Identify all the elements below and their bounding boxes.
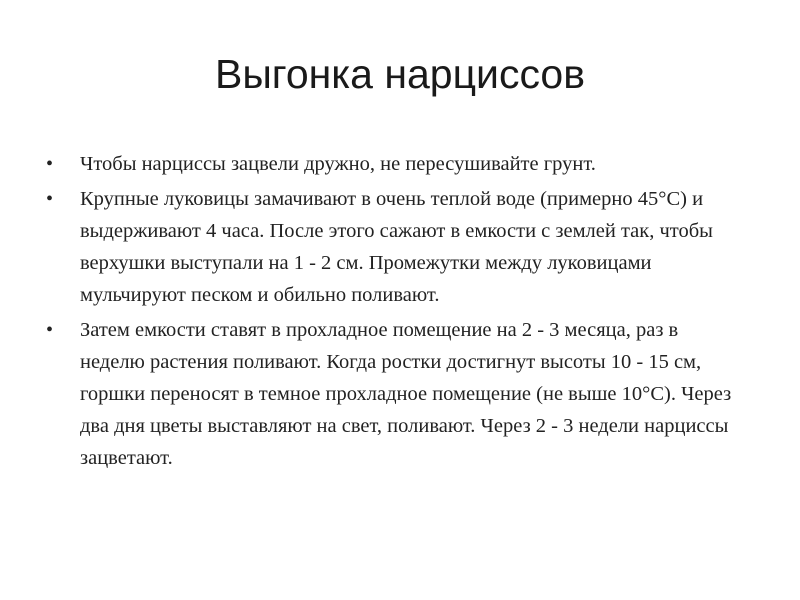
bullet-text: Чтобы нарциссы зацвели дружно, не пересушивайте грунт. xyxy=(80,153,596,175)
bullet-item xyxy=(38,148,738,180)
bullet-list xyxy=(38,148,738,477)
bullet-item xyxy=(38,314,738,474)
bullet-dot-icon: • xyxy=(46,188,54,210)
bullet-dot-icon: • xyxy=(46,153,54,175)
bullet-text: Крупные луковицы замачивают в очень теплой воде (примерно 45°C) и выдерживают 4 часа. После этого сажают в емкости с землей так, чтобы верхушки выступали на 1 - 2 см. Промежутки между луковицами мульчируют песком и обильно поливают. xyxy=(80,188,713,306)
bullet-dot-icon: • xyxy=(46,319,54,341)
bullet-text: Затем емкости ставят в прохладное помещение на 2 - 3 месяца, раз в неделю растения поливают. Когда ростки достигнут высоты 10 - 15 см, горшки переносят в темное прохладное помещение (не выше 10°C). Через два дня цветы выставляют на свет, поливают. Через 2 - 3 недели нарциссы зацветают. xyxy=(80,319,732,469)
bullet-item xyxy=(38,183,738,311)
slide-title: Выгонка нарциссов xyxy=(214,51,586,97)
